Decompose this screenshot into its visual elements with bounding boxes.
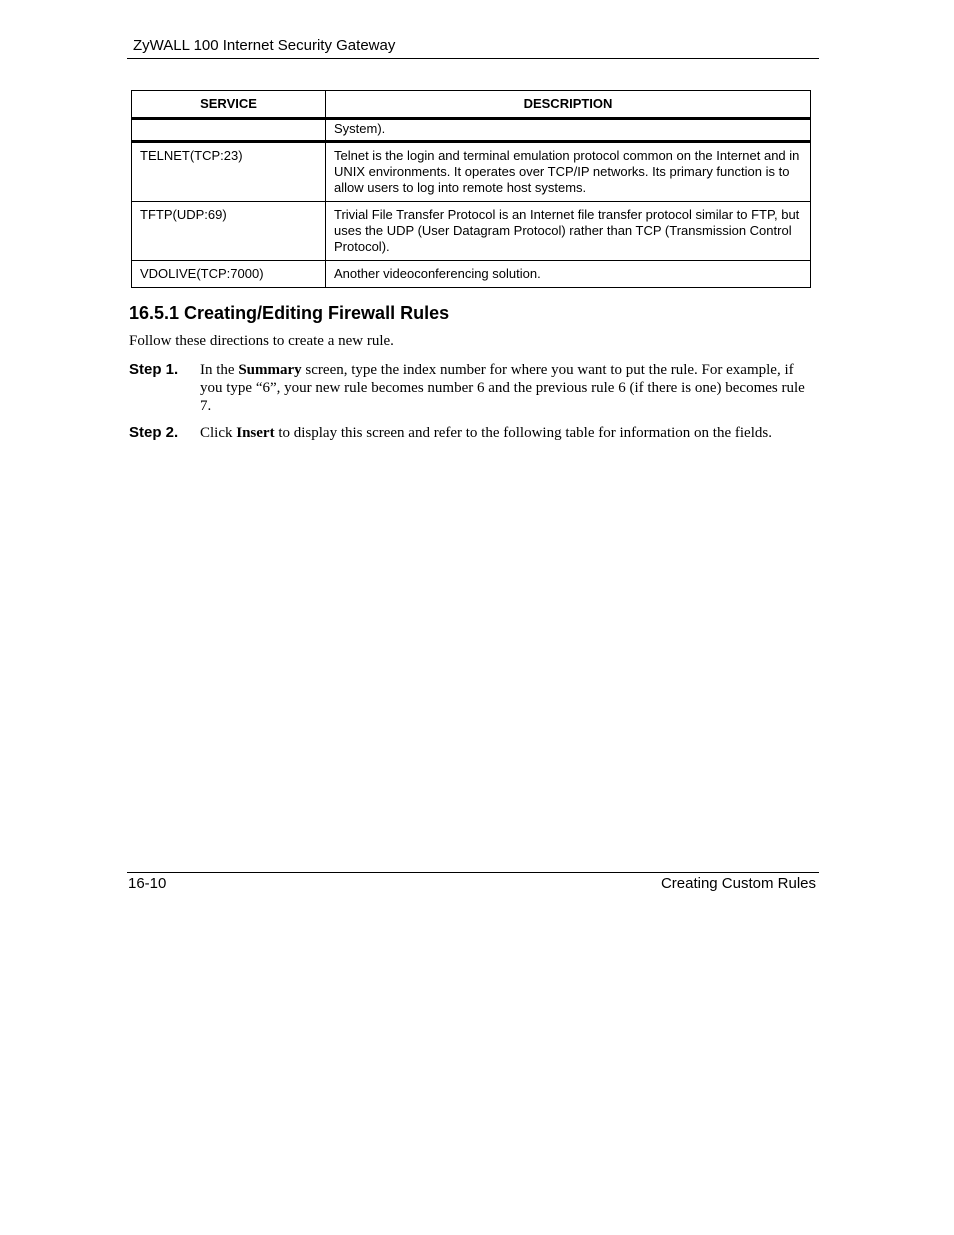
column-header-description: DESCRIPTION bbox=[326, 91, 811, 119]
step-text-part: In the bbox=[200, 362, 239, 378]
table-header-row bbox=[132, 91, 811, 119]
service-cell: TELNET(TCP:23) bbox=[132, 142, 326, 202]
table-row bbox=[132, 261, 811, 288]
intro-paragraph: Follow these directions to create a new rule. bbox=[129, 333, 394, 349]
page-number: 16-10 bbox=[128, 875, 167, 892]
step-text bbox=[200, 361, 819, 415]
section-heading: 16.5.1 Creating/Editing Firewall Rules bbox=[129, 303, 450, 323]
service-cell: VDOLIVE(TCP:7000) bbox=[132, 261, 326, 288]
step-text-part: Click bbox=[200, 425, 237, 441]
ui-term-summary: Summary bbox=[238, 362, 302, 378]
service-cell bbox=[132, 119, 326, 142]
description-cell: System). bbox=[326, 119, 811, 142]
step-label: Step 2. bbox=[129, 424, 179, 441]
step-2 bbox=[129, 424, 819, 442]
ui-term-insert: Insert bbox=[236, 425, 275, 441]
step-text-part: to display this screen and refer to the following table for information on the fields. bbox=[274, 425, 772, 441]
header-rule bbox=[127, 58, 819, 59]
table-row bbox=[132, 142, 811, 202]
step-label: Step 1. bbox=[129, 361, 179, 378]
table-row bbox=[132, 119, 811, 142]
step-text bbox=[200, 424, 819, 442]
step-1 bbox=[129, 361, 819, 415]
services-table bbox=[131, 90, 811, 288]
footer-rule bbox=[127, 872, 819, 873]
service-cell: TFTP(UDP:69) bbox=[132, 202, 326, 261]
column-header-service: SERVICE bbox=[132, 91, 326, 119]
table-row bbox=[132, 202, 811, 261]
chapter-title: Creating Custom Rules bbox=[660, 875, 816, 892]
description-cell: Another videoconferencing solution. bbox=[326, 261, 811, 288]
running-header-title: ZyWALL 100 Internet Security Gateway bbox=[133, 37, 396, 54]
step-text-part: screen, type the index number for where you want to put the rule. For example, if you type “6”, your new rule becomes number 6 and the previous rule 6 (if there is one) becomes rule 7. bbox=[200, 362, 805, 414]
description-cell: Trivial File Transfer Protocol is an Internet file transfer protocol similar to FTP, but uses the UDP (User Datagram Protocol) rather than TCP (Transmission Control Protocol). bbox=[326, 202, 811, 261]
description-cell: Telnet is the login and terminal emulation protocol common on the Internet and in UNIX environments. It operates over TCP/IP networks. Its primary function is to allow users to log into remote host systems. bbox=[326, 142, 811, 202]
